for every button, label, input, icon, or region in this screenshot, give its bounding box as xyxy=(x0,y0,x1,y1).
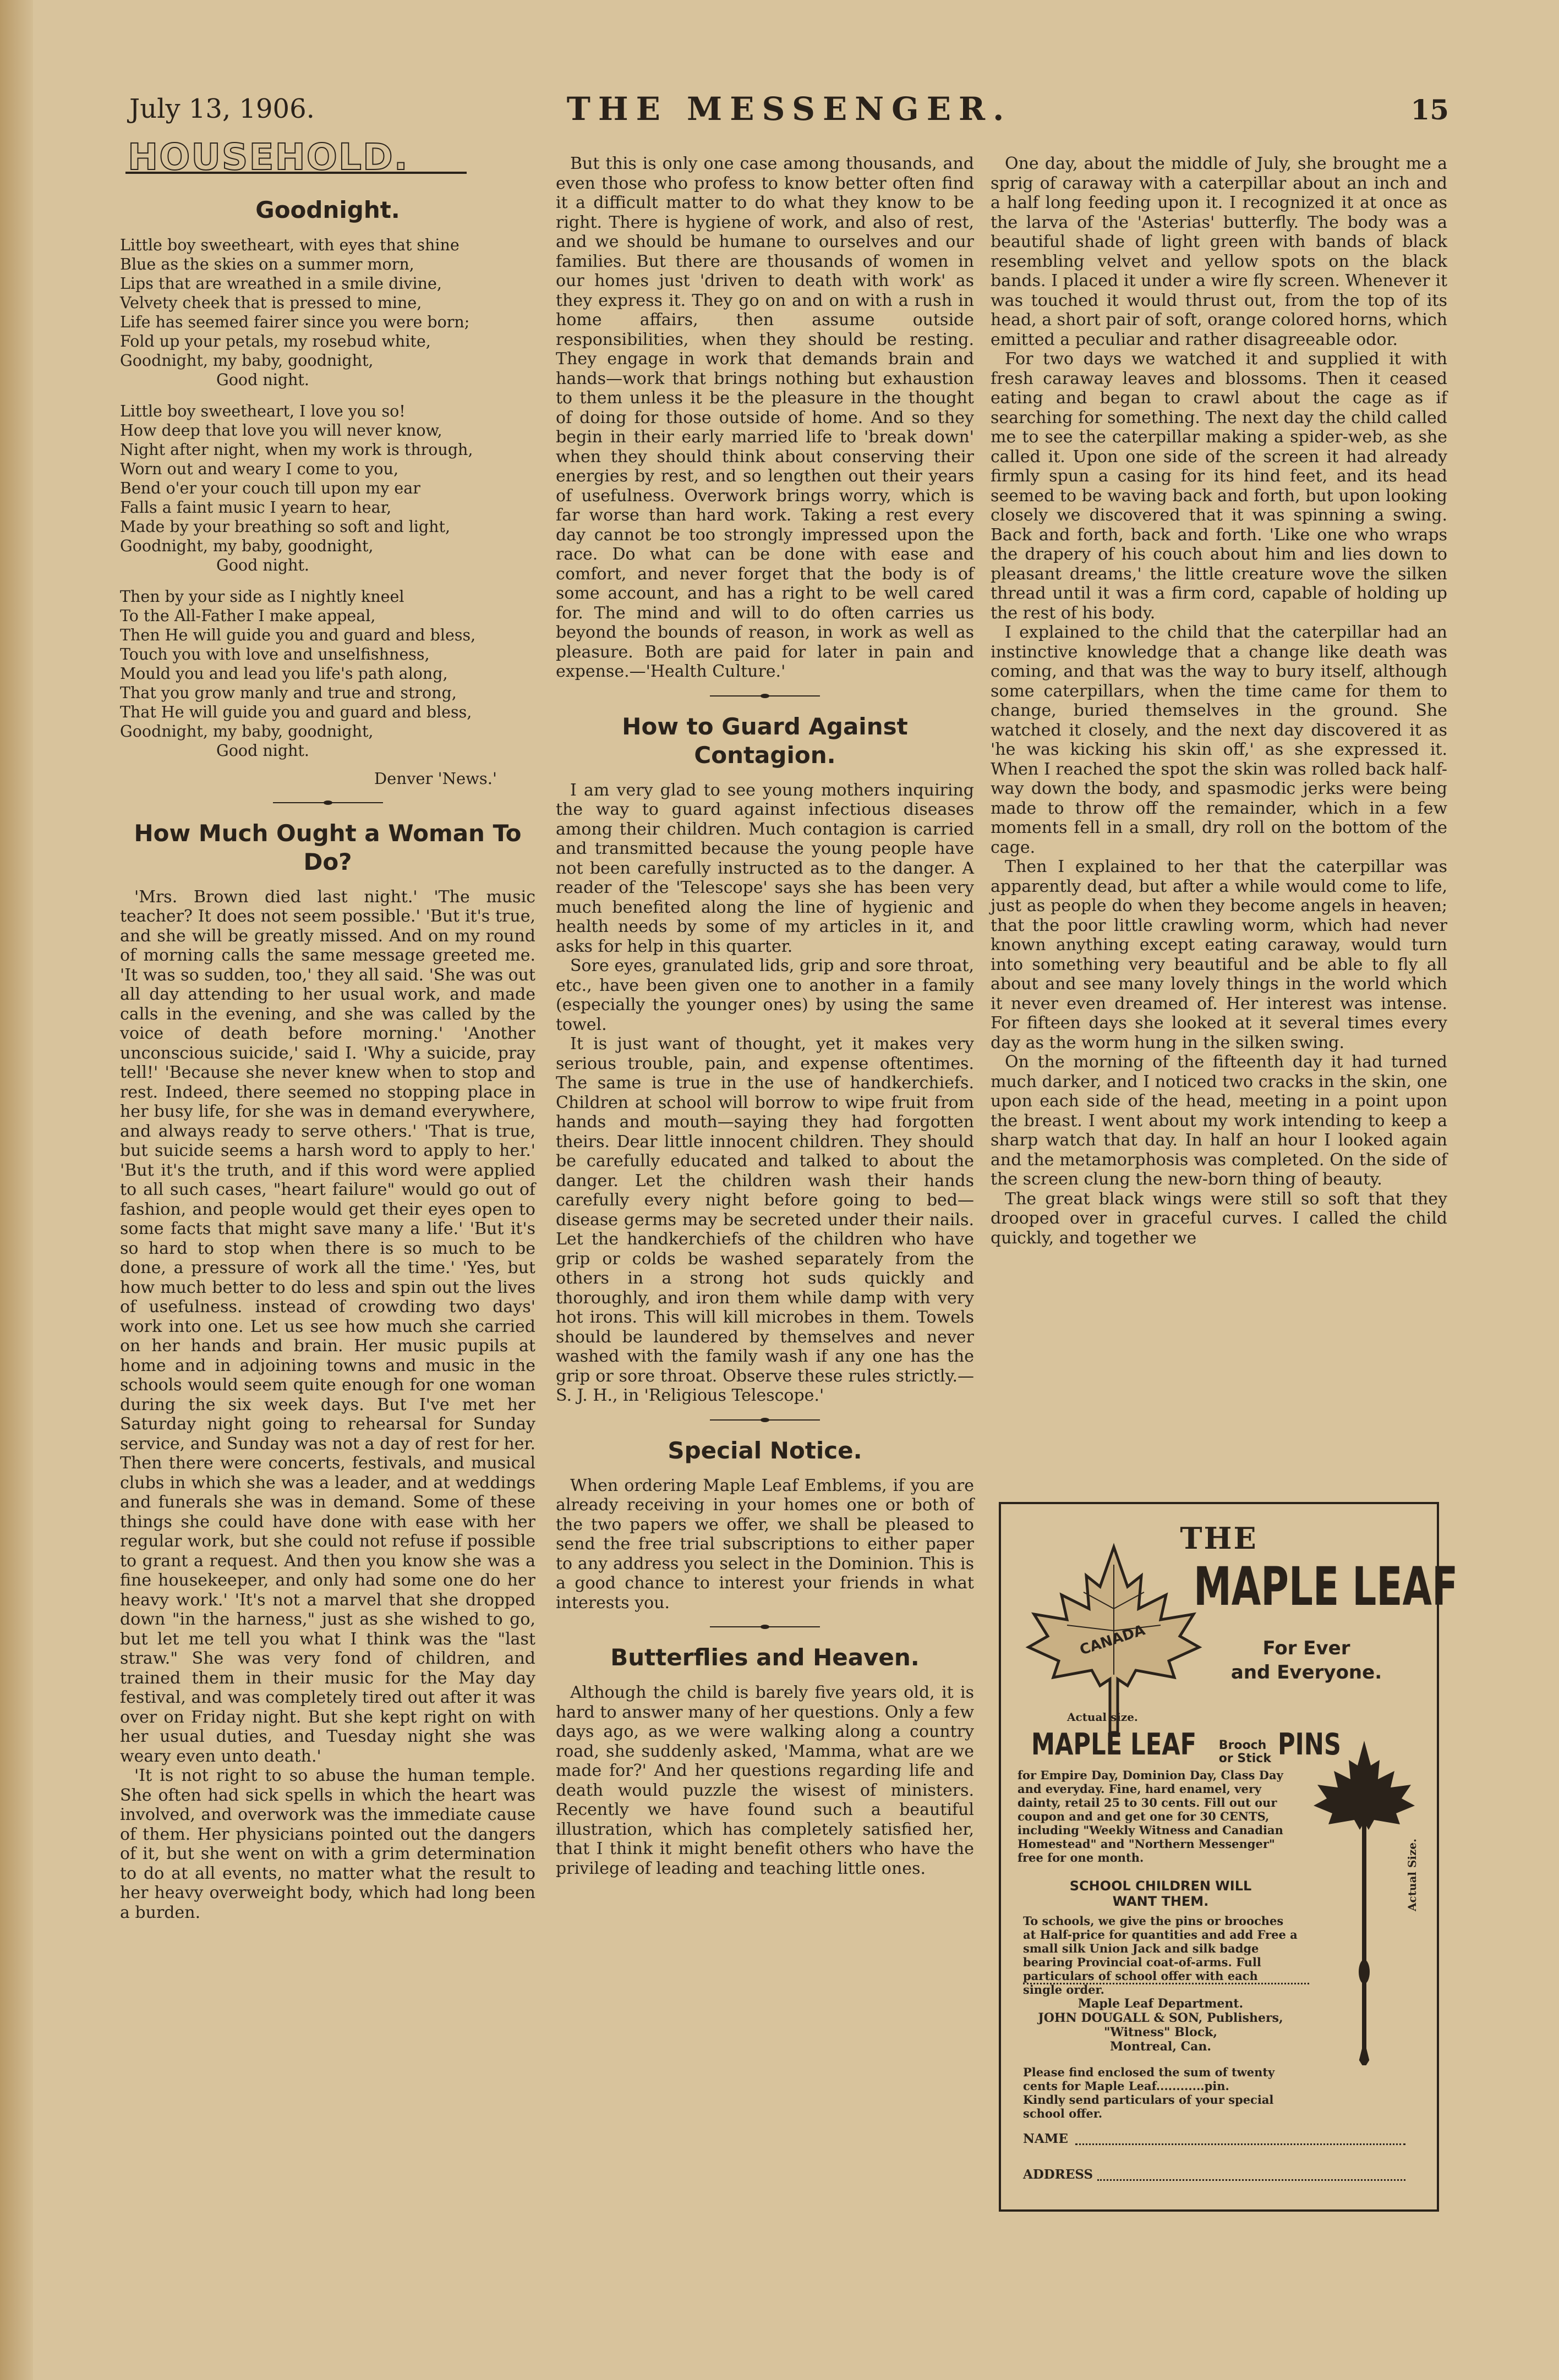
masthead-title: THE MESSENGER. xyxy=(566,90,1012,128)
issue-date: July 13, 1906. xyxy=(129,94,315,124)
article-title: How Much Ought a Woman To Do? xyxy=(134,819,522,875)
article-paragraph: But this is only one case among thousands, and even those who profess to know better often find it a difficult matter to do what they know to be right. There is hygiene of work, and also of rest, and we should be humane to ourselves and our families. But there are thousands of women in our homes just 'driven to death with work' as they express it. They go on and on with a rush in home affairs, then assume outside responsibilities, when they should be resting. They engage in work that demands brain and hands—work that brings nothing but exhaustion to them unless it be the pleasure in the thought of doing for those outside of home. And so they begin in their early married life to 'break down' when they should think about conserving their energies by rest, and so lengthen out their years of usefulness. Overwork brings worry, which is far worse than hard work. Taking a rest every day cannot be too strongly impressed upon the race. Do what can be done with ease and comfort, and never forget that the body is of some account, and has a right to be well cared for. The mind and will to do often carries us beyond the bounds of reason, in work as well as pleasure. Both are paid for later in pain and expense.—'Health Culture.' xyxy=(556,154,974,681)
article-paragraph: Then I explained to her that the caterpillar was apparently dead, but after a while would come to life, just as people do when they become angels in heaven; that the poor little crawling worm, which had never known anything except eating caraway, would turn into something very beautiful and be able to fly all about and see many lovely things in the world which it never even dreamed of. Her interest was intense. For fifteen days she looked at it several times every day as the worm hung in the silken swing. xyxy=(991,857,1447,1052)
poem-verse xyxy=(120,587,535,760)
article-paragraph: I am very glad to see young mothers inquiring the way to guard against infectious diseases among their children. Much contagion is carried and transmitted because the young people have not been carefully instructed as to the danger. A reader of the 'Telescope' says she has been very much benefited along the line of hygienic and health needs by some of my articles in it, and asks for help in this quarter. xyxy=(556,780,974,956)
ad-department-address: Maple Leaf Department. JOHN DOUGALL & SON, Publishers, "Witness" Block, Montreal, Can. xyxy=(1038,1997,1283,2054)
ad-coupon-name-field xyxy=(1075,2143,1405,2145)
ad-maple-leaf-title: MAPLE LEAF xyxy=(1194,1556,1458,1617)
poem-line: Life has seemed fairer since you were born; xyxy=(120,312,470,331)
ad-actual-size-label: Actual size. xyxy=(1067,1710,1138,1724)
poem-line: Mould you and lead you life's path along, xyxy=(120,664,448,683)
poem-verse xyxy=(120,402,535,575)
poem-line: How deep that love you will never know, xyxy=(120,421,442,440)
poem-line: Then He will guide you and guard and bless, xyxy=(120,626,476,644)
page-header xyxy=(129,90,1449,138)
leaf-label: CANADA xyxy=(1077,1622,1147,1659)
ad-coupon-name-label: NAME xyxy=(1023,2131,1068,2146)
poem-line: Little boy sweetheart, with eyes that shine xyxy=(120,235,460,254)
poem-line: Velvety cheek that is pressed to mine, xyxy=(120,293,422,312)
poem-line: Lips that are wreathed in a smile divine, xyxy=(120,274,442,293)
ad-description: for Empire Day, Dominion Day, Class Day and everyday. Fine, hard enamel, very dainty, retail 25 to 30 cents. Fill out our coupon and and get one for 30 CENTS, including "Weekly Witness and Canadian Homestead" and "Northern Messenger" free for one month. xyxy=(1018,1768,1283,1864)
poem-line: Goodnight, my baby, goodnight, xyxy=(120,351,374,370)
poem-line: Worn out and weary I come to you, xyxy=(120,459,399,478)
article-divider xyxy=(710,1625,820,1629)
poem-line: Fold up your petals, my rosebud white, xyxy=(120,332,431,350)
ad-coupon-address-label: ADDRESS xyxy=(1023,2167,1093,2182)
article-divider xyxy=(710,1418,820,1422)
article-paragraph: Although the child is barely five years old, it is hard to answer many of her questions. Only a few days ago, as we were walking along a country road, she suddenly asked, 'Mamma, what are we made for?' And her questions regarding life and death would puzzle the wisest of ministers. Recently we have found such a beautiful illustration, which has completely satisfied her, that I think it might benefit others who have the privilege of leading and teaching little ones. xyxy=(556,1683,974,1878)
ad-school-offer: To schools, we give the pins or brooches at Half-price for quantities and add Free a small silk Union Jack and silk badge bearing Provincial coat-of-arms. Full particulars of school offer with each single order. xyxy=(1023,1914,1298,1997)
article-paragraph: Sore eyes, granulated lids, grip and sore throat, etc., have been given one to another in a family (especially the younger ones) by using the same towel. xyxy=(556,956,974,1034)
ad-school-heading: SCHOOL CHILDREN WILL WANT THEM. xyxy=(1069,1878,1252,1909)
article-paragraph: On the morning of the fifteenth day it had turned much darker, and I noticed two cracks in the skin, one upon each side of the head, meeting in a point upon the breast. I went about my work intending to keep a sharp watch that day. In half an hour I looked again and the metamorphosis was completed. On the side of the screen clung the new-born thing of beauty. xyxy=(991,1052,1447,1189)
article-paragraph: It is just want of thought, yet it makes very serious trouble, pain, and expense oftentimes. The same is true in the use of handkerchiefs. Children at school will borrow to wipe fruit from hands and mouth—saying they had forgotten theirs. Dear little innocent children. They should be carefully educated and talked to about the danger. Let the children wash their hands carefully every night before going to bed—disease germs may be secreted under their nails. Let the handkerchiefs of the children who have grip or colds be washed separately from the others in a strong hot suds quickly and thoroughly, and iron them while damp with very hot irons. This will kill microbes in them. Towels should be laundered by themselves and never washed with the family wash if any one has the grip or sore throat. Observe these rules strictly.—S. J. H., in 'Religious Telescope.' xyxy=(556,1034,974,1405)
article-paragraph: One day, about the middle of July, she brought me a sprig of caraway with a caterpillar about an inch and a half long feeding upon it. I recognized it at once as the larva of the 'Asterias' butterfly. The body was a beautiful shade of light green with bands of black resembling velvet and yellow spots on the black bands. I placed it under a wire fly screen. Whenever it was touched it would thrust out, from the top of its head, a short pair of soft, orange colored horns, which emitted a peculiar and rather disagreeable odor. xyxy=(991,154,1448,349)
poem-line: Good night. xyxy=(216,370,309,389)
poem-line: Blue as the skies on a summer morn, xyxy=(120,255,414,273)
ad-product-heading xyxy=(1031,1727,1356,1765)
article-divider xyxy=(273,800,383,805)
poem xyxy=(120,235,535,788)
ad-product-variant: Brooch or Stick xyxy=(1218,1738,1271,1765)
ad-slogan: For Ever and Everyone. xyxy=(1230,1637,1382,1683)
poem-credit: Denver 'News.' xyxy=(374,769,497,788)
article-paragraph: When ordering Maple Leaf Emblems, if you are already receiving in your homes one or both of the two papers we offer, we shall be pleased to send the free trial subscriptions to either paper to any address you select in the Dominion. This is a good chance to interest your friends in what interests you. xyxy=(556,1476,974,1613)
poem-line: That you grow manly and true and strong, xyxy=(120,683,457,702)
section-heading-household: HOUSEHOLD. xyxy=(128,136,409,178)
ad-coupon-text: Please find enclosed the sum of twenty cents for Maple Leaf............pin. Kindly send particulars of your special school offer. xyxy=(1023,2065,1275,2120)
ad-product-pins: PINS xyxy=(1277,1727,1341,1762)
ad-coupon-address-field xyxy=(1097,2179,1405,2181)
poem-line: Good night. xyxy=(216,741,309,760)
poem-line: Bend o'er your couch till upon my ear xyxy=(120,479,420,497)
poem-line: Night after night, when my work is through, xyxy=(120,440,473,459)
poem-title: Goodnight. xyxy=(255,196,400,223)
poem-line: To the All-Father I make appeal, xyxy=(120,606,376,625)
poem-line: Goodnight, my baby, goodnight, xyxy=(120,722,374,741)
ad-actual-size-label-vertical: Actual Size. xyxy=(1405,1838,1419,1911)
ad-product-name: MAPLE LEAF xyxy=(1031,1727,1197,1762)
poem-line: Touch you with love and unselfishness, xyxy=(120,645,430,663)
column-2 xyxy=(556,154,974,1878)
poem-verse xyxy=(120,235,535,390)
poem-line: That He will guide you and guard and bless, xyxy=(120,703,472,721)
ad-coupon-divider xyxy=(1023,1983,1309,1984)
column-3 xyxy=(991,154,1447,1248)
article-paragraph: 'It is not right to so abuse the human temple. She often had sick spells in which the heart was involved, and overwork was the immediate cause of them. Her physicians pointed out the dangers of it, but she went on with a grim determination to do at all events, no matter what the result to her heavy overweight body, which had long been a burden. xyxy=(120,1766,535,1922)
poem-line: Little boy sweetheart, I love you so! xyxy=(120,402,406,420)
ad-the: THE xyxy=(1180,1521,1258,1556)
article-title: How to Guard Against Contagion. xyxy=(622,712,908,769)
page-number: 15 xyxy=(1410,94,1449,126)
column-1 xyxy=(120,136,535,1922)
article-paragraph: 'Mrs. Brown died last night.' 'The music teacher? It does not seem possible.' 'But it's true, and she will be greatly missed. And on my round of morning calls the same message greeted me. 'It was so sudden, too,' they all said. 'She was out all day attending to her usual work, and made calls in the evening, and she was called by the voice of death before morning.' 'Another unconscious suicide,' said I. 'Why a suicide, pray tell!' 'Because she never knew when to stop and rest. Indeed, there seemed no stopping place in her busy life, for she was in demand everywhere, and always ready to serve others.' 'That is true, but suicide seems a harsh word to apply to her.' 'But it's the truth, and if this word were applied to all such cases, "heart failure" would go out of fashion, and people would get their eyes open to some facts that might save many a life.' 'But it's so hard to stop when there is so much to be done, a pressure of work all the time.' 'Yes, but how much better to do less and spin out the lives of usefulness. instead of crowding two days' work into one. Let us see how much she carried on her hands and brain. Her music pupils at home and in adjoining towns and music in the schools would seem quite enough for one woman during the six week days. But I've met her Saturday night going to rehearsal for Sunday service, and Sunday was not a day of rest for her. Then there were concerts, festivals, and musical clubs in which she was a leader, and at weddings and funerals she was in demand. Some of these things she could have done with ease with her regular work, but she could not refuse if possible to grant a request. And then you know she was a fine housekeeper, and only had some one do her heavy work.' 'It's not a marvel that she dropped down "in the harness," just as she wished to go, but let me tell you what I think was the "last straw." She was very fond of children, and trained them in their music for the May day festival, and was completely tired out after it was over on Friday night. But she kept right on with her usual duties, and Tuesday night she was weary even unto death.' xyxy=(120,887,535,1766)
article-title: Special Notice. xyxy=(668,1436,862,1464)
maple-leaf-advertisement xyxy=(999,1502,1458,2212)
article-paragraph: I explained to the child that the caterpillar had an instinctive knowledge that a change like death was coming, and that was the way to bury itself, although some caterpillars, when the time came for them to change, buried themselves in the ground. She watched it closely, and the next day discovered it as 'he was kicking his skin off,' as she expressed it. When I reached the spot the skin was rolled back half-way down the body, and spasmodic jerks were being made to throw off the remainder, which in a few moments fell in a small, dry roll on the bottom of the cage. xyxy=(991,623,1447,857)
article-divider xyxy=(710,694,820,698)
article-paragraph: The great black wings were still so soft that they drooped over in graceful curves. I called the child quickly, and together we xyxy=(991,1189,1447,1248)
maple-leaf-pin-icon xyxy=(1309,1735,1419,2065)
poem-line: Then by your side as I nightly kneel xyxy=(120,587,404,606)
poem-line: Made by your breathing so soft and light, xyxy=(120,517,451,536)
poem-line: Falls a faint music I yearn to hear, xyxy=(120,498,392,517)
poem-line: Good night. xyxy=(216,556,309,574)
article-title: Butterflies and Heaven. xyxy=(610,1644,920,1671)
poem-line: Goodnight, my baby, goodnight, xyxy=(120,536,374,555)
article-paragraph: For two days we watched it and supplied it with fresh caraway leaves and blossoms. Then it ceased eating and began to crawl about the cage as if searching for something. The next day the child called me to see the caterpillar making a spider-web, as she called it. Upon one side of the screen it had already firmly spun a casing for its hind feet, and its head seemed to be waving back and forth, but upon looking closely we discovered that it was spinning a swing. Back and forth, back and forth. 'Like one who wraps the drapery of his couch about him and lies down to pleasant dreams,' the little creature wove the silken thread until it was a firm cord, capable of holding up the rest of his body. xyxy=(991,349,1447,623)
